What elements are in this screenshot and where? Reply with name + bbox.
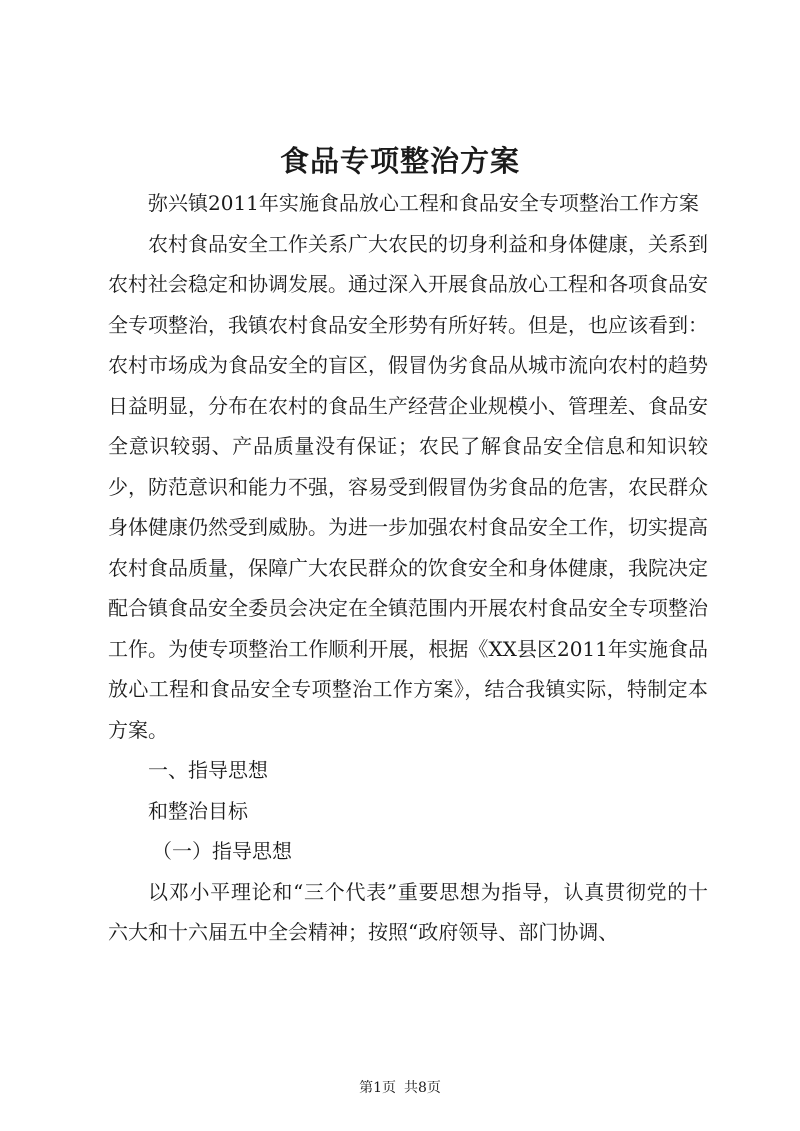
section-heading-continuation: 和整治目标 (148, 798, 248, 823)
document-title: 食品专项整治方案 (279, 144, 520, 178)
page-footer (0, 1078, 800, 1098)
subtitle-paragraph: 弥兴镇2011年实施食品放心工程和食品安全专项整治工作方案 (148, 191, 699, 215)
page-number: 第1页 (359, 1080, 396, 1096)
body-paragraph: 以邓小平理论和“三个代表”重要思想为指导，认真贯彻党的十六大和十六届五中全会精神；按照“政府领导、部门协调、 (108, 879, 708, 944)
page-total: 共8页 (404, 1080, 441, 1096)
subsection-heading: （一）指导思想 (152, 839, 292, 863)
intro-paragraph: 农村食品安全工作关系广大农民的切身利益和身体健康，关系到农村社会稳定和协调发展。通过深入开展食品放心工程和各项食品安全专项整治，我镇农村食品安全形势有所好转。但是，也应该看到：农村市场成为食品安全的盲区，假冒伪劣食品从城市流向农村的趋势日益明显，分布在农村的食品生产经营企业规模小、管理差、食品安全意识较弱、产品质量没有保证；农民了解食品安全信息和知识较少，防范意识和能力不强，容易受到假冒伪劣食品的危害，农民群众身体健康仍然受到威胁。为进一步加强农村食品安全工作，切实提高农村食品质量，保障广大农民群众的饮食安全和身体健康，我院决定配合镇食品安全委员会决定在全镇范围内开展农村食品安全专项整治工作。为使专项整治工作顺利开展，根据《XX县区2011年实施食品放心工程和食品安全专项整治工作方案》，结合我镇实际，特制定本方案。 (108, 231, 708, 742)
section-heading: 一、指导思想 (148, 758, 268, 782)
document-body (108, 183, 708, 953)
